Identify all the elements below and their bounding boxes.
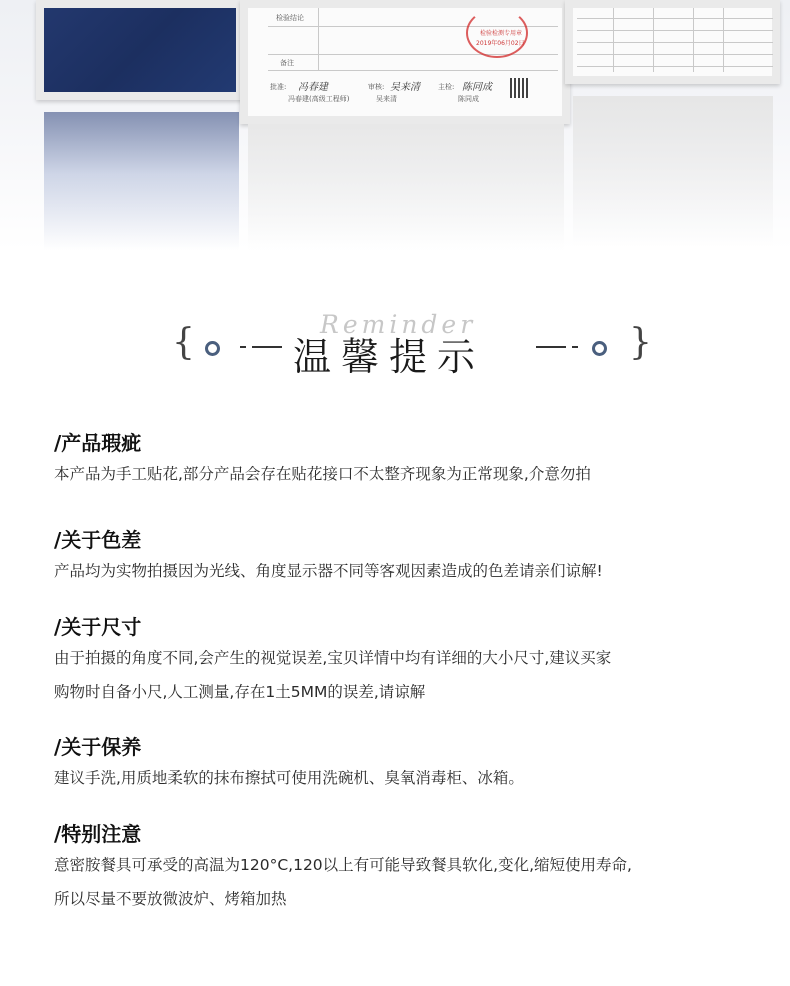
section-size [54, 615, 754, 708]
left-brace: { [172, 322, 195, 363]
section-title: /特别注意 [54, 822, 142, 846]
signature-inspect: 陈同成 [462, 82, 492, 93]
sign-caption-review: 吴来清 [376, 95, 397, 103]
sign-caption-inspect: 陈同成 [458, 95, 479, 103]
section-title: /关于保养 [54, 735, 142, 759]
left-dash-long [252, 346, 282, 348]
qr-code [510, 78, 530, 98]
section-text: 产品均为实物拍摄因为光线、角度显示器不同等客观因素造成的色差请亲们谅解! [54, 562, 603, 580]
right-dash-long [536, 346, 566, 348]
sign-label-inspect: 主检: [438, 83, 455, 91]
right-dash-short [572, 346, 578, 348]
left-dash-short [240, 346, 246, 348]
certificate-banner [0, 0, 790, 250]
signature-review: 吴来清 [390, 82, 420, 93]
table-reflection [573, 96, 773, 246]
right-brace: } [629, 322, 652, 363]
section-product-flaws [54, 431, 754, 490]
section-special-notice [54, 822, 754, 915]
certificate-table [565, 0, 780, 84]
stamp-text: 检验检测专用章 [480, 30, 523, 37]
section-title: /产品瑕疵 [54, 431, 142, 455]
section-text: 所以尽量不要放微波炉、烤箱加热 [54, 890, 287, 908]
reminder-title: 温馨提示 [293, 335, 486, 379]
certificate-document [240, 0, 570, 124]
leather-reflection [44, 112, 239, 250]
signature-approve: 冯春建 [298, 82, 328, 93]
row-label-conclusion: 检验结论 [276, 14, 304, 22]
section-text: 意密胺餐具可承受的高温为120°C,120以上有可能导致餐具软化,变化,缩短使用寿命, [54, 856, 632, 874]
row-label-remark: 备注 [280, 59, 294, 67]
document-reflection [248, 124, 564, 250]
sign-caption-approve: 冯春建(高级工程师) [288, 95, 350, 103]
left-dot-icon [205, 341, 220, 356]
section-color-difference [54, 528, 754, 587]
section-title: /关于尺寸 [54, 615, 142, 639]
section-maintenance [54, 735, 754, 794]
section-title: /关于色差 [54, 528, 142, 552]
sign-label-approve: 批准: [270, 83, 287, 91]
certificate-cover-frame [36, 0, 244, 100]
section-text: 由于拍摄的角度不同,会产生的视觉误差,宝贝详情中均有详细的大小尺寸,建议买家 [54, 649, 612, 667]
sign-label-review: 审核: [368, 83, 385, 91]
section-text: 购物时自备小尺,人工测量,存在1土5MM的误差,请谅解 [54, 683, 426, 701]
reminder-watermark: Reminder [320, 310, 477, 339]
section-text: 本产品为手工贴花,部分产品会存在贴花接口不太整齐现象为正常现象,介意勿拍 [54, 465, 591, 483]
section-text: 建议手洗,用质地柔软的抹布擦拭可使用洗碗机、臭氧消毒柜、冰箱。 [54, 769, 524, 787]
leather-cover [44, 8, 236, 92]
reminder-heading [0, 308, 790, 388]
right-dot-icon [592, 341, 607, 356]
stamp-date: 2019年06月02日 [476, 40, 525, 47]
